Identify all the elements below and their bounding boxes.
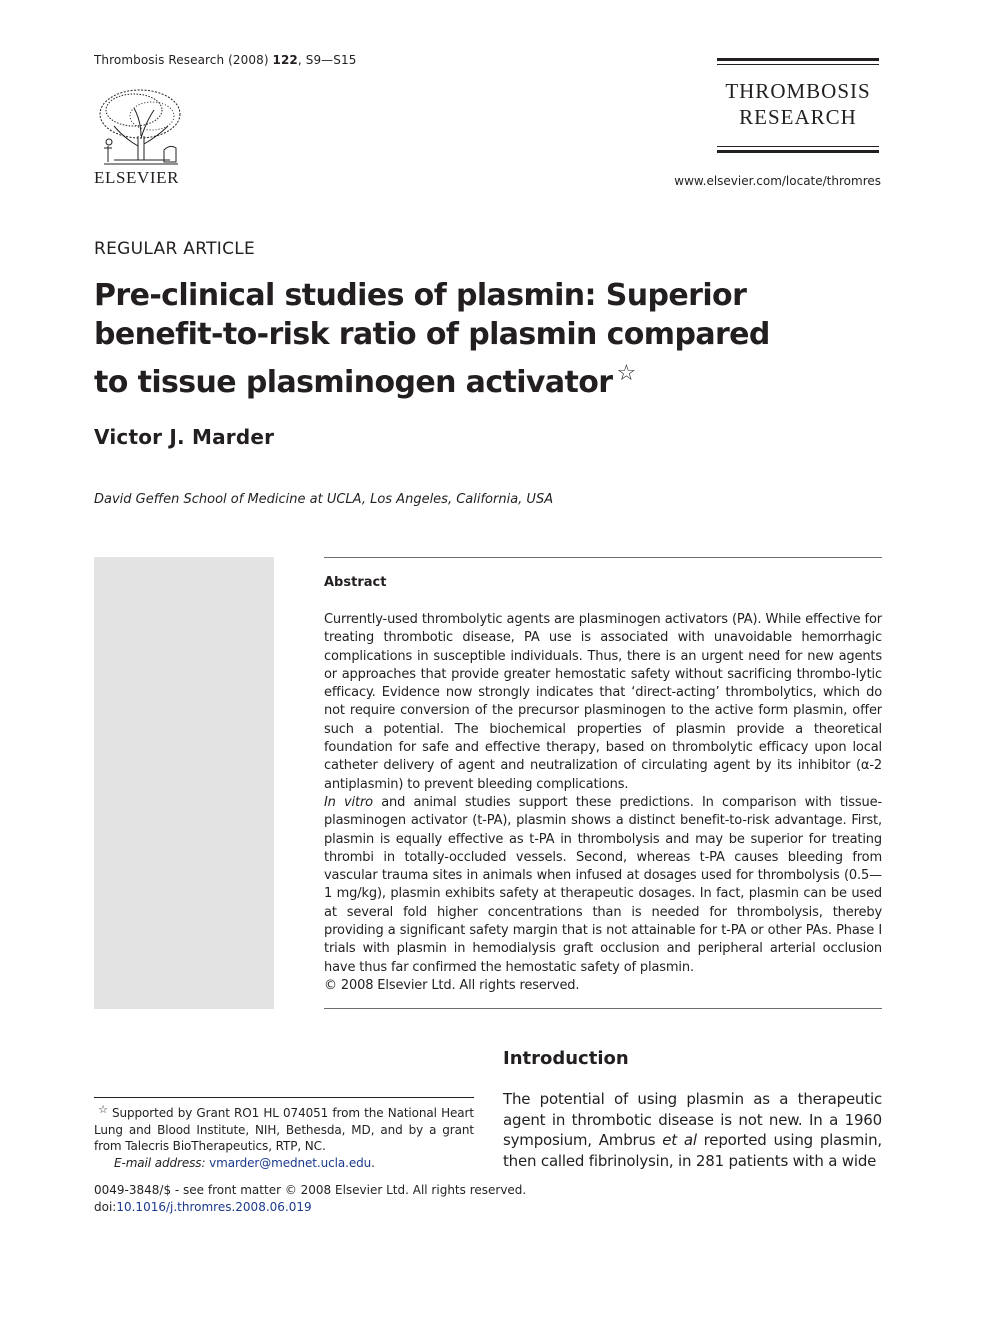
footnote-star-icon[interactable]: ☆ — [616, 361, 636, 386]
keywords-sidebar-box — [94, 557, 274, 1009]
journal-citation: Thrombosis Research (2008) 122, S9—S15 — [94, 53, 357, 67]
journal-volume: 122 — [272, 53, 298, 67]
abstract-heading: Abstract — [324, 575, 387, 590]
logo-rule-bottom-thin — [717, 146, 879, 147]
logo-rule-bottom — [717, 150, 879, 153]
elsevier-wordmark: ELSEVIER — [94, 168, 180, 187]
title-line-3: to tissue plasminogen activator ☆ — [94, 361, 636, 400]
doi-line: doi:10.1016/j.thromres.2008.06.019 — [94, 1200, 312, 1214]
journal-url[interactable]: www.elsevier.com/locate/thromres — [674, 174, 881, 188]
doi-link[interactable]: 10.1016/j.thromres.2008.06.019 — [116, 1200, 312, 1214]
author-name: Victor J. Marder — [94, 425, 275, 449]
footnote-support-text: Supported by Grant RO1 HL 074051 from the National Heart Lung and Blood Institute, NIH, Bethesda, MD, and by a grant from Talecris BioTherapeutics, RTP, NC. — [94, 1106, 474, 1154]
footnote-rule — [94, 1097, 474, 1098]
logo-rule-top — [717, 58, 879, 61]
abstract-bottom-rule — [324, 1008, 882, 1009]
author-email-link[interactable]: vmarder@mednet.ucla.edu — [209, 1155, 372, 1170]
title-line-2: benefit-to-risk ratio of plasmin compared — [94, 317, 770, 352]
funding-footnote — [94, 1102, 474, 1171]
logo-rule-top-thin — [717, 64, 879, 65]
abstract-copyright: © 2008 Elsevier Ltd. All rights reserved. — [324, 977, 580, 993]
footnote-star-icon: ☆ — [98, 1103, 108, 1116]
abstract-paragraph-1: Currently-used thrombolytic agents are plasminogen activators (PA). While effective for treating thrombotic disease, PA use is associated with unavoidable hemorrhagic complications in susceptible individuals. Thus, there is an urgent need for new agents or approaches that provide greater hemostatic safety without sacrificing thrombo-lytic efficacy. Evidence now strongly indicates that ‘direct-acting’ thrombolytics, which do not require conversion of the precursor plasminogen to the active form plasmin, offer such a potential. The biochemical properties of plasmin provide a theoretical foundation for safe and effective therapy, based on thrombolytic efficacy upon local catheter delivery of agent and neutralization of circulating agent by its inhibitor (α-2 antiplasmin) to prevent bleeding complications. — [324, 612, 882, 792]
abstract-paragraph-2: In vitro and animal studies support these predictions. In comparison with tissue-plasminogen activator (t-PA), plasmin shows a distinct benefit-to-risk advantage. First, plasmin is equally effective as t-PA in thrombolysis and may be superior for treating thrombi in totally-occluded vessels. Second, whereas t-PA causes bleeding from vascular trauma sites in animals when infused at dosages used for thrombolysis (0.5—1 mg/kg), plasmin exhibits safety at therapeutic dosages. In fact, plasmin can be used at several fold higher concentrations than is needed for thrombolysis, thereby providing a significant safety margin that is not attainable for t-PA or other PAs. Phase I trials with plasmin in hemodialysis graft occlusion and peripheral arterial occlusion have thus far confirmed the hemostatic safety of plasmin. — [324, 794, 882, 975]
journal-pages: S9—S15 — [305, 53, 357, 67]
journal-logo-line2: RESEARCH — [739, 105, 857, 129]
abstract-body — [324, 611, 882, 995]
article-title — [94, 276, 794, 402]
front-matter-note — [94, 1182, 526, 1216]
author-affiliation: David Geffen School of Medicine at UCLA, Los Angeles, California, USA — [94, 492, 554, 507]
introduction-heading: Introduction — [503, 1048, 629, 1069]
footnote-email-line: E-mail address: vmarder@mednet.ucla.edu. — [114, 1155, 375, 1170]
introduction-text: The potential of using plasmin as a therapeutic agent in thrombotic disease is not new. In a 1960 symposium, Ambrus et al reported using plasmin, then called fibrinolysin, in 281 patients with a wide — [503, 1090, 882, 1170]
abstract-top-rule — [324, 557, 882, 558]
title-line-1: Pre-clinical studies of plasmin: Superior — [94, 278, 747, 313]
journal-logo-line1: THROMBOSIS — [725, 79, 871, 103]
article-type: REGULAR ARTICLE — [94, 239, 256, 259]
issn-line: 0049-3848/$ - see front matter © 2008 Elsevier Ltd. All rights reserved. — [94, 1183, 527, 1197]
journal-logo — [717, 58, 879, 156]
